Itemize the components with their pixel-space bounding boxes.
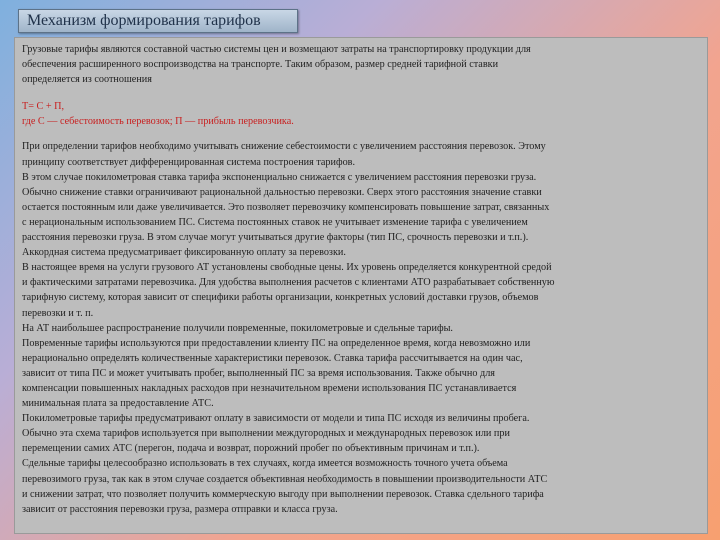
body-line: минимальная плата за предоставление АТС.: [22, 398, 214, 410]
content-panel: [14, 37, 708, 534]
body-line: и фактическими затратами перевозчика. Для удобства выполнения расчетов с клиентами АТО разрабатывает собственную: [22, 277, 555, 289]
intro-line: Грузовые тарифы являются составной частью системы цен и возмещают затраты на транспортировку продукции для: [22, 44, 531, 55]
formula-line: Т= С + П,: [22, 101, 65, 113]
slide-title-bar: [18, 9, 298, 33]
body-line: перевозки и т. п.: [22, 307, 94, 319]
body-line: Покилометровые тарифы предусматривают оплату в зависимости от модели и типа ПС исходя из величины пробега.: [22, 413, 530, 425]
body-line: зависит от расстояния перевозки груза, размера отправки и класса груза.: [22, 503, 338, 515]
body-line: нерационально определять количественные характеристики перевозок. Ставка тарифа рассчитывается на один час,: [22, 352, 523, 364]
body-line: расстояния перевозки груза. В этом случае могут учитываться другие факторы (тип ПС, срочность перевозки и т.п.).: [22, 232, 529, 244]
body-line: Обычно эта схема тарифов используется при выполнении междугородных и международных перевозок или при: [22, 428, 510, 440]
body-line: с нерациональным использованием ПС. Система постоянных ставок не учитывает изменение тарифа с увеличением: [22, 216, 528, 228]
intro-paragraph: [22, 42, 700, 87]
body-line: принципу соответствует дифференцированная система построения тарифов.: [22, 156, 356, 168]
body-line: тарифную систему, которая зависит от специфики работы организации, конкретных условий доставки грузов, объемов: [22, 292, 539, 304]
body-line: Сдельные тарифы целесообразно использовать в тех случаях, когда имеется возможность точного учета объема: [22, 458, 508, 470]
body-line: В настоящее время на услуги грузового АТ установлены свободные цены. Их уровень определяется конкурентной средой: [22, 262, 552, 274]
body-line: В этом случае покилометровая ставка тарифа экспоненциально снижается с увеличением расстояния перевозки груза.: [22, 171, 537, 183]
body-line: Аккордная система предусматривает фиксированную оплату за перевозки.: [22, 247, 346, 259]
body-line: При определении тарифов необходимо учитывать снижение себестоимости с увеличением расстояния перевозок. Этому: [22, 141, 546, 153]
slide-title: Механизм формирования тарифов: [27, 12, 261, 29]
body-line: остается постоянным или даже увеличивается. Это позволяет перевозчику компенсировать повышение затрат, связанных: [22, 201, 550, 213]
intro-line: определяется из соотношения: [22, 74, 152, 86]
body-line: компенсации повышенных накладных расходов при незначительном времени использования ПС устанавливается: [22, 382, 517, 394]
formula-definition-line: где С — себестоимость перевозок; П — прибыль перевозчика.: [22, 116, 294, 128]
body-line: На АТ наибольшее распространение получили повременные, покилометровые и сдельные тарифы.: [22, 322, 453, 334]
body-line: перевозимого груза, так как в этом случае создается объективная необходимость в повышении производительности АТС: [22, 473, 548, 485]
formula-block: [22, 99, 700, 129]
body-line: Повременные тарифы используются при предоставлении клиенту ПС на определенное время, когда невозможно или: [22, 337, 531, 349]
body-line: и снижении затрат, что позволяет получить коммерческую выгоду при выполнении перевозок. Ставка сдельного тарифа: [22, 488, 544, 500]
body-line: перемещении самих АТС (перегон, подача и возврат, порожний пробег по объективным причинам и т.п.).: [22, 443, 480, 455]
body-line: Обычно снижение ставки ограничивают рациональной дальностью перевозки. Сверх этого расстояния значение ставки: [22, 186, 542, 198]
body-line: зависит от типа ПС и может учитывать пробег, выполненный ПС за время использования. Также обычно для: [22, 367, 495, 379]
intro-line: обеспечения расширенного воспроизводства на транспорте. Таким образом, размер средней тарифной ставки: [22, 59, 499, 71]
body-text: [22, 139, 700, 516]
